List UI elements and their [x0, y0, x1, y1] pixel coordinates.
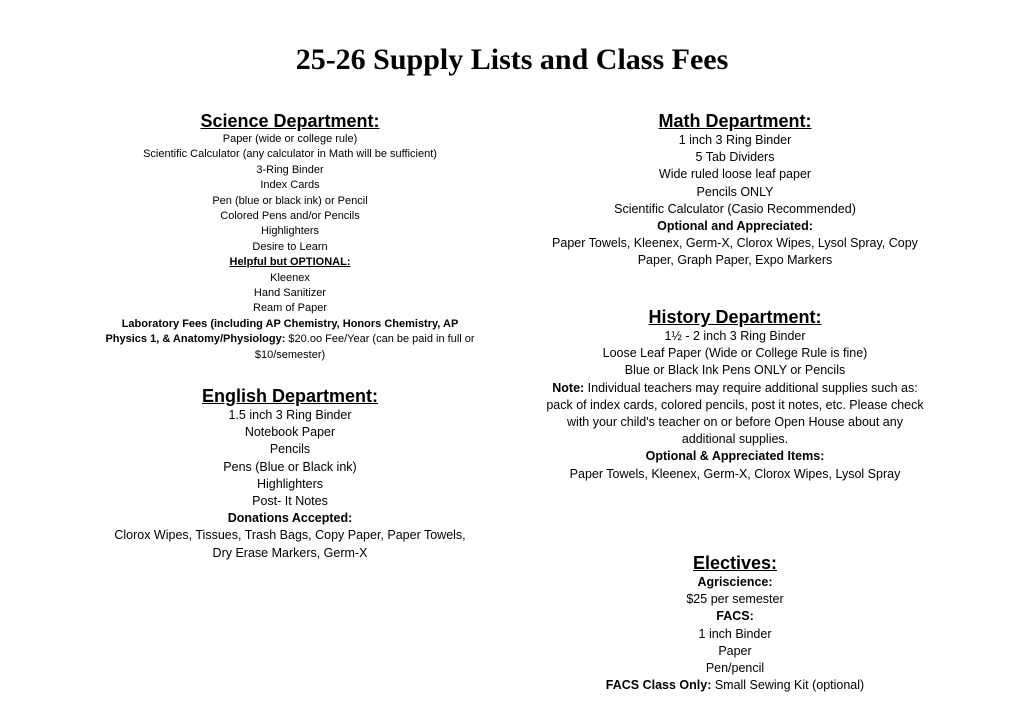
- science-item: Index Cards: [260, 179, 320, 192]
- facs-class-label: FACS Class Only:: [605, 678, 712, 693]
- english-item: Highlighters: [256, 476, 323, 491]
- science-department-section: [80, 110, 500, 363]
- science-optional-item: Kleenex: [270, 271, 310, 284]
- history-item: Loose Leaf Paper (Wide or College Rule is fine): [602, 346, 868, 361]
- english-item: 1.5 inch 3 Ring Binder: [228, 408, 352, 422]
- english-item: Notebook Paper: [244, 425, 336, 440]
- agriscience-label: Agriscience:: [697, 575, 773, 589]
- history-note-label: Note:: [552, 380, 585, 395]
- history-note-text: Individual teachers may require additional supplies such as:: [584, 380, 918, 395]
- history-department-section: [520, 306, 950, 483]
- english-item: Pens (Blue or Black ink): [223, 459, 357, 474]
- facs-class-line: [560, 677, 910, 694]
- history-item: 1½ - 2 inch 3 Ring Binder: [664, 329, 806, 343]
- science-heading: Science Department:: [200, 111, 380, 131]
- history-item: Blue or Black Ink Pens ONLY or Pencils: [624, 363, 846, 378]
- science-item: Paper (wide or college rule): [222, 133, 358, 145]
- history-note-text: with your child's teacher on or before Open House about any: [567, 415, 903, 430]
- math-item: Wide ruled loose leaf paper: [658, 167, 812, 182]
- english-donations-label: Donations Accepted:: [227, 511, 353, 526]
- math-heading: Math Department:: [658, 111, 812, 131]
- science-optional-item: Hand Sanitizer: [253, 287, 327, 300]
- facs-item: Pen/pencil: [705, 661, 765, 676]
- facs-class-value: Small Sewing Kit (optional): [711, 678, 865, 693]
- math-item: 1 inch 3 Ring Binder: [678, 133, 792, 147]
- science-optional-label: Helpful but OPTIONAL:: [229, 256, 351, 269]
- science-item: Colored Pens and/or Pencils: [220, 210, 360, 223]
- math-department-section: [520, 110, 950, 270]
- science-item: Desire to Learn: [252, 240, 328, 253]
- facs-item: 1 inch Binder: [698, 626, 772, 641]
- history-optional-text: Paper Towels, Kleenex, Germ-X, Clorox Wipes, Lysol Spray: [569, 466, 901, 481]
- english-item: Post- It Notes: [252, 494, 328, 509]
- english-donations-text: Clorox Wipes, Tissues, Trash Bags, Copy Paper, Paper Towels,: [114, 528, 466, 543]
- science-item: Scientific Calculator (any calculator in Math will be sufficient): [143, 148, 437, 161]
- math-item: Scientific Calculator (Casio Recommended): [614, 201, 856, 216]
- science-fees-value-cont: $10/semester): [254, 348, 326, 361]
- history-note-text: pack of index cards, colored pencils, post it notes, etc. Please check: [546, 397, 924, 412]
- english-item: Pencils: [269, 442, 311, 457]
- science-fees-label: Laboratory Fees (including AP Chemistry, Honors Chemistry, AP: [121, 317, 459, 330]
- electives-section: [560, 552, 910, 694]
- science-optional-item: Ream of Paper: [253, 302, 327, 315]
- math-optional-text: Paper, Graph Paper, Expo Markers: [637, 253, 833, 268]
- math-item: 5 Tab Dividers: [695, 150, 775, 165]
- facs-label: FACS:: [716, 609, 754, 624]
- electives-heading: Electives:: [692, 553, 778, 573]
- science-fees-label-cont: Physics 1, & Anatomy/Physiology:: [105, 333, 286, 346]
- history-note-line: [520, 380, 950, 397]
- english-heading: English Department:: [201, 386, 379, 406]
- facs-item: Paper: [718, 643, 752, 658]
- page-title: 25-26 Supply Lists and Class Fees: [295, 43, 729, 76]
- history-optional-label: Optional & Appreciated Items:: [645, 449, 825, 464]
- science-fees-value: $20.oo Fee/Year (can be paid in full or: [285, 333, 475, 346]
- science-item: 3-Ring Binder: [256, 163, 324, 176]
- science-item: Highlighters: [260, 225, 320, 238]
- history-heading: History Department:: [648, 307, 822, 327]
- agriscience-fee: $25 per semester: [686, 592, 784, 607]
- history-note-text: additional supplies.: [681, 432, 789, 447]
- math-item: Pencils ONLY: [696, 184, 774, 199]
- english-donations-text: Dry Erase Markers, Germ-X: [212, 545, 368, 560]
- math-optional-text: Paper Towels, Kleenex, Germ-X, Clorox Wipes, Lysol Spray, Copy: [552, 236, 918, 251]
- science-fees-line: [80, 332, 500, 347]
- science-item: Pen (blue or black ink) or Pencil: [212, 194, 368, 207]
- math-optional-label: Optional and Appreciated:: [657, 219, 813, 234]
- english-department-section: [90, 385, 490, 562]
